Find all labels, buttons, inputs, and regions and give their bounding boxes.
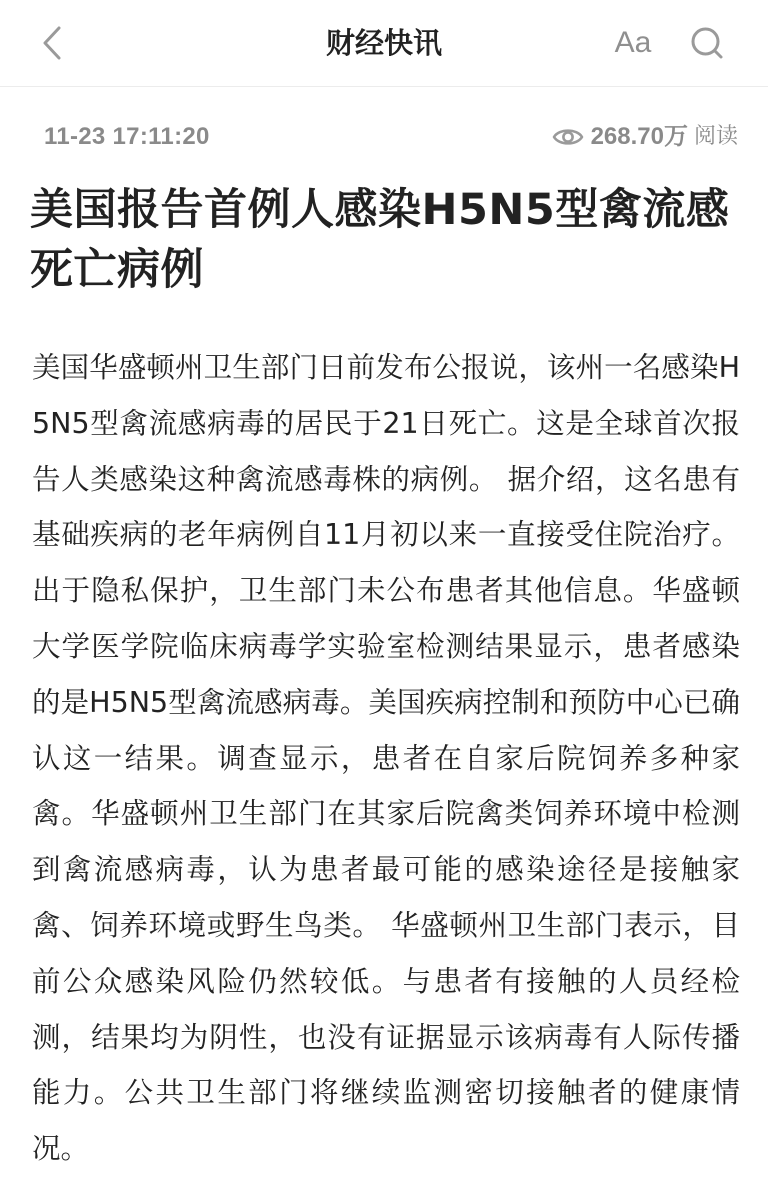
page-title: 财经快讯	[325, 26, 442, 60]
view-count-unit: 阅读	[693, 124, 738, 149]
publish-time: 11-23 17:11:20	[44, 123, 210, 150]
article-headline: 美国报告首例人感染H5N5型禽流感死亡病例	[30, 185, 730, 295]
font-size-button[interactable]: Aa	[614, 26, 652, 59]
article-body: 美国华盛顿州卫生部门日前发布公报说，该州一名感染H5N5型禽流感病毒的居民于21日死亡。这是全球首次报告人类感染这种禽流感毒株的病例。 据介绍，这名患有基础疾病的老年病例自11月初以来一直接受住院治疗。出于隐私保护，卫生部门未公布患者其他信息。华盛顿大学医学院临床病毒学实验室检测结果显示，患者感染的是H5N5型禽流感病毒。美国疾病控制和预防中心已确认这一结果。调查显示，患者在自家后院饲养多种家禽。华盛顿州卫生部门在其家后院禽类饲养环境中检测到禽流感病毒，认为患者最可能的感染途径是接触家禽、饲养环境或野生鸟类。 华盛顿州卫生部门表示，目前公众感染风险仍然较低。与患者有接触的人员经检测，结果均为阴性，也没有证据显示该病毒有人际传播能力。公共卫生部门将继续监测密切接触者的健康情况。	[32, 351, 740, 1166]
top-nav-bar	[0, 0, 768, 87]
view-count	[551, 118, 738, 156]
search-icon	[690, 26, 724, 60]
view-count-number: 268.70万	[590, 123, 688, 150]
article-meta	[0, 118, 768, 156]
search-button[interactable]	[686, 22, 728, 64]
eye-icon	[551, 118, 585, 156]
chevron-left-icon	[41, 25, 63, 61]
back-button[interactable]	[34, 22, 70, 64]
